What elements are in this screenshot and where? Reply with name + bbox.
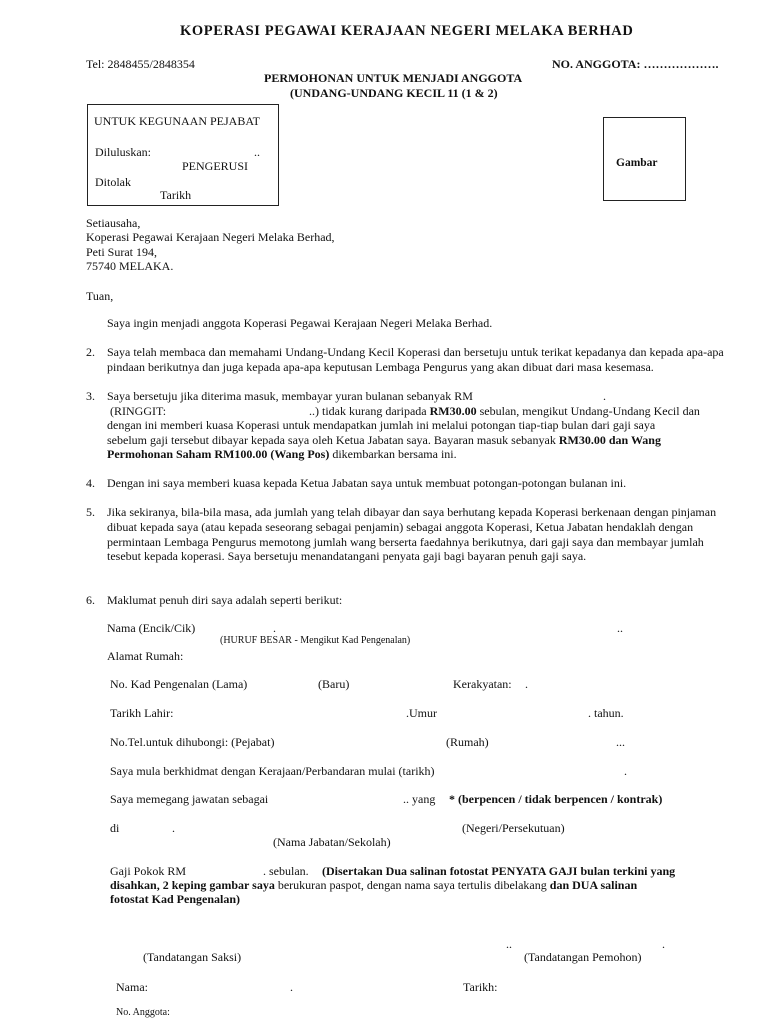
item-number-2: 2. (86, 345, 95, 359)
member-number-field: NO. ANGGOTA: ………………. (552, 57, 719, 71)
address-field-label: Alamat Rumah: (107, 649, 184, 663)
age-label: .Umur (406, 706, 437, 720)
rejected-label: Ditolak (95, 175, 131, 189)
address-line-1: Setiausaha, (86, 216, 141, 230)
item-3-line-2-end: sebulan, mengikut Undang-Undang Kecil dan (479, 404, 700, 418)
witness-member-number-label: No. Anggota: (116, 1007, 170, 1018)
attachment-two-copies: dan DUA salinan (549, 878, 638, 892)
form-subtitle: PERMOHONAN UNTUK MENJADI ANGGOTA (264, 71, 523, 85)
chairman-label: PENGERUSI (182, 159, 249, 173)
attachment-note-1: (Disertakan Dua salinan fotostat PENYATA GAJI bulan terkini yang (322, 864, 676, 878)
item-3-entry-fee-text: sebelum gaji tersebut dibayar kepada saya oleh Ketua Jabatan saya. Bayaran masuk sebanyak (107, 433, 556, 447)
position-which: .. yang (403, 792, 436, 806)
office-use-box (87, 104, 279, 206)
item-3-min-amount: RM30.00 (429, 404, 477, 418)
item-number-4: 4. (86, 476, 95, 490)
item-3-line-1-dot: . (603, 389, 606, 403)
attachment-passport-text: berukuran paspot, dengan nama saya tertulis dibelakang (277, 878, 547, 892)
name-instruction: (HURUF BESAR - Mengikut Kad Pengenalan) (220, 635, 411, 646)
photo-box (603, 117, 686, 201)
photo-label: Gambar (616, 157, 658, 169)
name-field-label: Nama (Encik/Cik) (107, 621, 196, 635)
home-phone-label: (Rumah) (446, 735, 489, 749)
item-number-6: 6. (86, 593, 95, 607)
signature-date-label: Tarikh: (463, 980, 498, 994)
item-4-text: Dengan ini saya memberi kuasa kepada Ketua Jabatan saya untuk membuat potongan-potongan bulanan ini. (107, 476, 627, 490)
position-label: Saya memegang jawatan sebagai (110, 792, 269, 806)
item-3-share-fee: Permohonan Saham RM100.00 (Wang Pos) (107, 447, 330, 461)
form-bylaw-reference: (UNDANG-UNDANG KECIL 11 (1 & 2) (290, 86, 498, 100)
salutation: Tuan, (86, 289, 114, 303)
ic-new-label: (Baru) (318, 677, 350, 691)
intro-paragraph: Saya ingin menjadi anggota Koperasi Pegawai Kerajaan Negeri Melaka Berhad. (107, 316, 493, 330)
item-5-text: Jika sekiranya, bila-bila masa, ada jumlah yang telah dibayar dan saya berhutang kepada Koperasi berkenaan dengan pinjaman dibuat kepada saya (atau kepada seseorang sebagai penjamin) sebagai anggota Koperasi, Ketua Jabatan hendaklah dengan permintaan Lembaga Pengurus memotong jumlah wang berserta faedahnya berikutnya, dari gaji saya dan membayar jumlah tesebut kepada koperasi. Saya bersetuju menandatangani penyata gaji bagi bayaran penuh gaji saya. (107, 505, 717, 564)
attachment-note-2 (110, 878, 637, 893)
address-line-3: Peti Surat 194, (86, 245, 157, 259)
years-label: . tahun. (588, 706, 624, 720)
date-label: Tarikh (160, 188, 192, 202)
item-3-line-1: Saya bersetuju jika diterima masuk, membayar yuran bulanan sebanyak RM (107, 389, 473, 403)
item-3-min-text: ..) tidak kurang daripada (309, 404, 427, 418)
item-6-text: Maklumat penuh diri saya adalah seperti berikut: (107, 593, 343, 607)
signature-dot-right: . (662, 937, 665, 951)
approved-label: Diluluskan: (95, 145, 151, 159)
item-number-3: 3. (86, 389, 95, 403)
office-use-heading: UNTUK KEGUNAAN PEJABAT (94, 114, 260, 128)
department-school-label: (Nama Jabatan/Sekolah) (273, 835, 391, 849)
birth-date-label: Tarikh Lahir: (110, 706, 174, 720)
service-start-dot: . (624, 764, 627, 778)
ic-old-label: No. Kad Pengenalan (Lama) (110, 677, 248, 691)
workplace-label: di (110, 821, 120, 835)
address-line-4: 75740 MELAKA. (86, 259, 174, 273)
service-start-label: Saya mula berkhidmat dengan Kerajaan/Perbandaran mulai (tarikh) (110, 764, 435, 778)
citizenship-label: Kerakyatan: (453, 677, 512, 691)
item-3-line-3: dengan ini memberi kuasa Koperasi untuk mendapatkan jumlah ini melalui potongan tiap-tiap bulan dari gaji saya (107, 418, 656, 432)
pension-status-options: * (berpencen / tidak berpencen / kontrak) (449, 792, 663, 806)
item-3-line-2 (309, 404, 700, 419)
state-federal-label: (Negeri/Persekutuan) (462, 821, 565, 835)
item-3-entry-fee-amount: RM30.00 dan Wang (558, 433, 661, 447)
witness-signature-label: (Tandatangan Saksi) (143, 950, 242, 964)
address-line-2: Koperasi Pegawai Kerajaan Negeri Melaka Berhad, (86, 230, 335, 244)
item-3-line-4 (107, 433, 661, 448)
name-field-end-dots: .. (617, 621, 623, 635)
telephone-number: Tel: 2848455/2848354 (86, 57, 195, 71)
form-title: KOPERASI PEGAWAI KERAJAAN NEGERI MELAKA BERHAD (180, 23, 634, 39)
basic-salary-label: Gaji Pokok RM (110, 864, 187, 878)
attachment-note-3: fotostat Kad Pengenalan) (110, 892, 240, 906)
signature-dots-left: .. (506, 937, 512, 951)
per-month-label: . sebulan. (263, 864, 309, 878)
witness-name-label: Nama: (116, 980, 148, 994)
item-2-text: Saya telah membaca dan memahami Undang-Undang Kecil Koperasi dan bersetuju untuk terikat kepadanya dan kepada apa-apa pindaan berikutnya dan juga kepada apa-apa keputusan Lembaga Pengurus yang akan dibuat dari masa kesemasa. (107, 345, 724, 374)
witness-name-dot: . (290, 980, 293, 994)
item-number-5: 5. (86, 505, 95, 519)
office-phone-label: No.Tel.untuk dihubongi: (Pejabat) (110, 735, 275, 749)
item-3-line-5 (107, 447, 457, 462)
attachment-photos: disahkan, 2 keping gambar saya (110, 878, 275, 892)
citizenship-dot: . (525, 677, 528, 691)
item-3-ringgit-label: (RINGGIT: (110, 404, 167, 418)
approved-dots: .. (254, 145, 260, 159)
workplace-dot: . (172, 821, 175, 835)
item-3-attached-text: dikembarkan bersama ini. (332, 447, 457, 461)
home-phone-dots: ... (616, 735, 625, 749)
applicant-signature-label: (Tandatangan Pemohon) (524, 950, 642, 964)
name-field-dot: . (273, 621, 276, 635)
